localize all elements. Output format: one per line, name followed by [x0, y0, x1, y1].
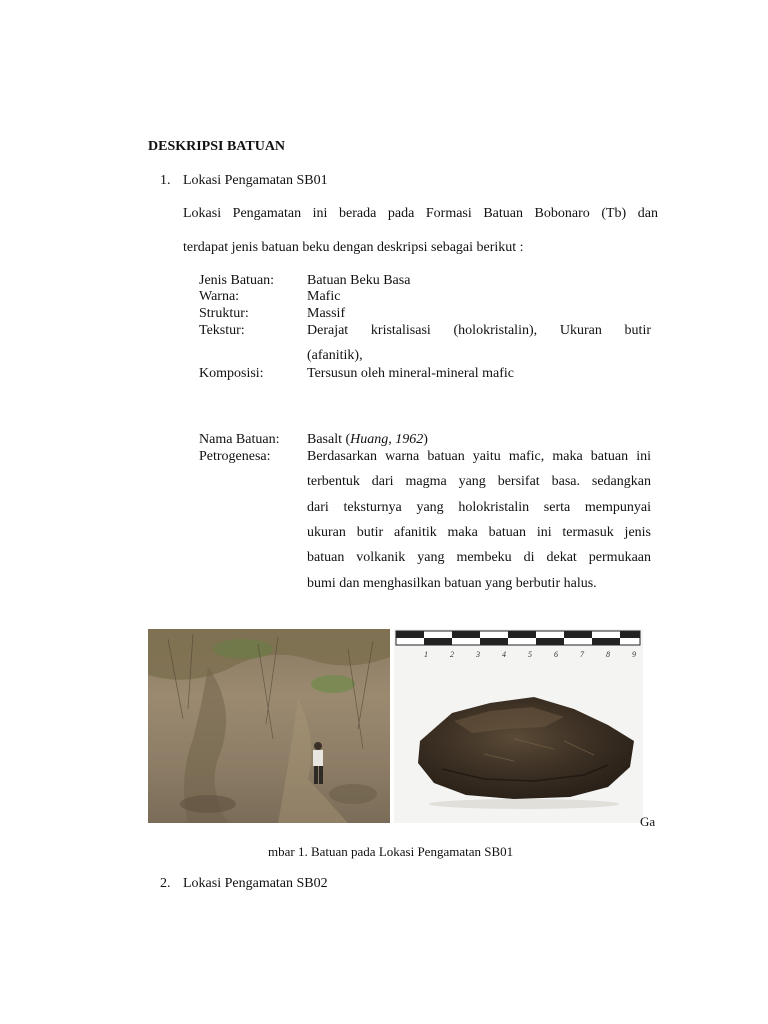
nama-batuan-value: Basalt (Huang, 1962) [307, 432, 428, 447]
petrogenesa-line: dari teksturnya yang holokristalin serta mempunyai [307, 500, 651, 515]
warna-label: Warna: [199, 289, 240, 304]
petrogenesa-label: Petrogenesa: [199, 449, 271, 464]
outcrop-photo [148, 629, 390, 823]
section-1-intro-line-2: terdapat jenis batuan beku dengan deskripsi sebagai berikut : [183, 240, 524, 255]
ruler-tick-label: 6 [554, 650, 558, 659]
ruler-tick-label: 4 [502, 650, 506, 659]
struktur-value: Massif [307, 306, 346, 321]
petrogenesa-line: Berdasarkan warna batuan yaitu mafic, maka batuan ini [307, 449, 651, 464]
petrogenesa-line: terbentuk dari magma yang bersifat basa. sedangkan [307, 474, 651, 489]
ruler-tick-label: 2 [450, 650, 454, 659]
nama-batuan-label: Nama Batuan: [199, 432, 280, 447]
hand-specimen-photo [394, 629, 643, 823]
jenis-batuan-value: Batuan Beku Basa [307, 273, 411, 288]
tekstur-value-line-1: Derajat kristalisasi (holokristalin), Ukuran butir [307, 323, 651, 338]
ruler-tick-label: 3 [476, 650, 480, 659]
figure-1 [148, 629, 643, 823]
ruler-tick-label: 1 [424, 650, 428, 659]
section-1-number: 1. [160, 173, 171, 188]
section-2-number: 2. [160, 876, 171, 891]
tekstur-label: Tekstur: [199, 323, 245, 338]
ruler-tick-label: 7 [580, 650, 584, 659]
jenis-batuan-label: Jenis Batuan: [199, 273, 275, 288]
nama-batuan-citation: Huang, 1962 [350, 432, 424, 447]
ruler-tick-label: 5 [528, 650, 532, 659]
petrogenesa-line: bumi dan menghasilkan batuan yang berbutir halus. [307, 576, 597, 591]
ruler-tick-label: 9 [632, 650, 636, 659]
struktur-label: Struktur: [199, 306, 249, 321]
petrogenesa-line: ukuran butir afanitik maka batuan ini termasuk jenis [307, 525, 651, 540]
komposisi-label: Komposisi: [199, 366, 264, 381]
section-2-title: Lokasi Pengamatan SB02 [183, 876, 328, 891]
figure-caption: mbar 1. Batuan pada Lokasi Pengamatan SB01 [268, 844, 514, 859]
section-1-intro-line-1: Lokasi Pengamatan ini berada pada Formasi Batuan Bobonaro (Tb) dan [183, 206, 658, 221]
section-1-title: Lokasi Pengamatan SB01 [183, 173, 328, 188]
ruler-tick-label: 8 [606, 650, 610, 659]
tekstur-value-line-2: (afanitik), [307, 348, 363, 363]
komposisi-value: Tersusun oleh mineral-mineral mafic [307, 366, 514, 381]
document-heading: DESKRIPSI BATUAN [148, 139, 286, 154]
petrogenesa-line: batuan volkanik yang membeku di dekat permukaan [307, 550, 651, 565]
caption-fragment: Ga [640, 814, 656, 829]
warna-value: Mafic [307, 289, 341, 304]
